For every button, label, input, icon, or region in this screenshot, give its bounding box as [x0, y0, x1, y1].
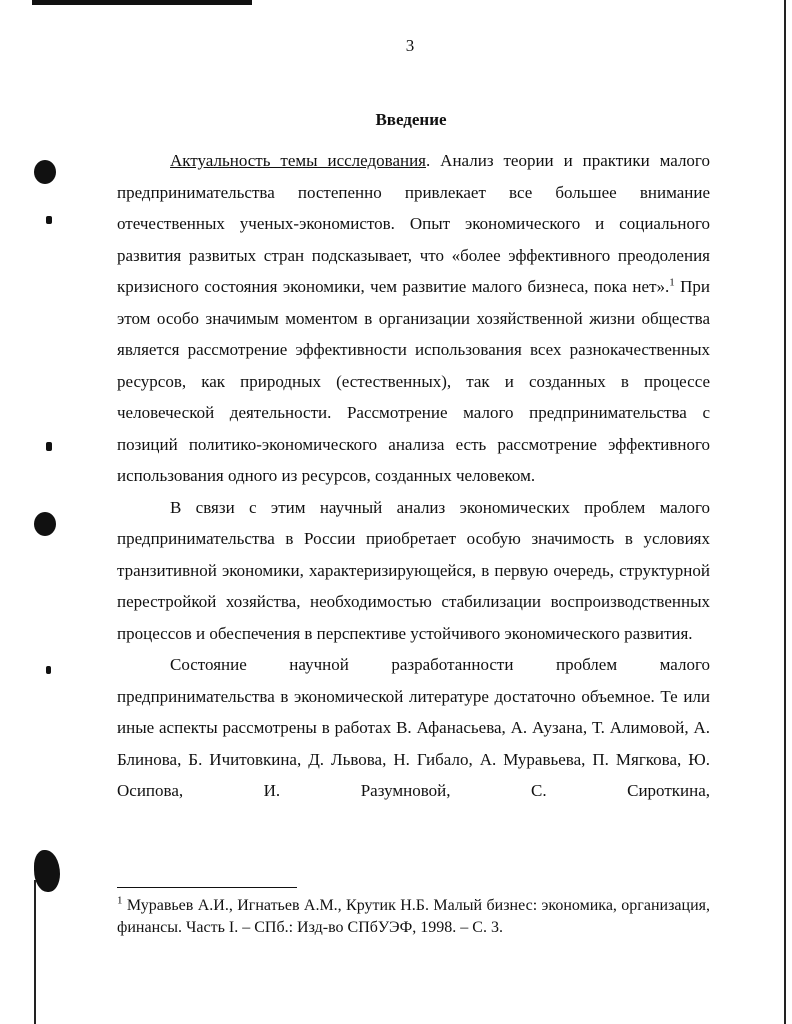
scan-edge-left	[34, 880, 36, 1024]
paragraph-research-state: Состояние научной разработанности проблем малого предпринимательства в экономической литературе достаточно объемное. Те или иные аспекты рассмотрены в работах В. Афанасьева, А. Аузана, Т. Алимовой, А. Блинова, Б. Ичитовкина, Д. Львова, Н. Гибало, А. Муравьева, П. Мягкова, Ю. Осипова, И. Разумновой, С. Сироткина,	[117, 655, 710, 800]
footnote	[117, 895, 710, 939]
scan-edge-right	[784, 0, 786, 1024]
footnote-separator	[117, 887, 297, 888]
page-number: 3	[405, 36, 415, 55]
relevance-lead: Актуальность темы исследования	[170, 151, 426, 170]
footnote-reference[interactable]: 1	[669, 276, 675, 289]
paragraph-text: . Анализ теории и практики малого предпринимательства постепенно привлекает все большее внимание отечественных ученых-экономистов. Опыт экономического и социального развития развитых стран подсказывает, что «более эффективного преодоления кризисного состояния экономики, чем развитие малого бизнеса, пока нет».	[117, 151, 710, 296]
footnote-text: Муравьев А.И., Игнатьев А.М., Крутик Н.Б. Малый бизнес: экономика, организация, финансы. Часть I. – СПб.: Изд-во СПбУЭФ, 1998. – С. 3.	[117, 897, 710, 936]
binding-hole-top	[34, 160, 56, 184]
page-title: Введение	[375, 110, 447, 129]
paragraph-text: При этом особо значимым моментом в организации хозяйственной жизни общества является рассмотрение эффективности использования всех разнокачественных ресурсов, как природных (естественных), так и созданных в процессе человеческой деятельности. Рассмотрение малого предпринимательства с позиций политико-экономического анализа есть рассмотрение эффективного использования одного из ресурсов, созданных человеком.	[117, 277, 710, 485]
binding-hole-middle	[34, 512, 56, 536]
paragraph-analysis: В связи с этим научный анализ экономических проблем малого предпринимательства в России приобретает особую значимость в условиях транзитивной экономики, характеризирующейся, в первую очередь, структурной перестройкой хозяйства, необходимостью стабилизации воспроизводственных процессов и обеспечения в перспективе устойчивого экономического развития.	[117, 497, 710, 643]
paragraph-relevance	[117, 145, 710, 492]
scan-speck	[46, 216, 52, 224]
scan-speck	[46, 442, 52, 451]
binding-clip-shadow	[34, 850, 60, 892]
main-text	[117, 145, 710, 807]
scan-speck	[46, 666, 51, 674]
scan-edge-top	[32, 0, 252, 5]
footnote-marker: 1	[117, 894, 123, 907]
